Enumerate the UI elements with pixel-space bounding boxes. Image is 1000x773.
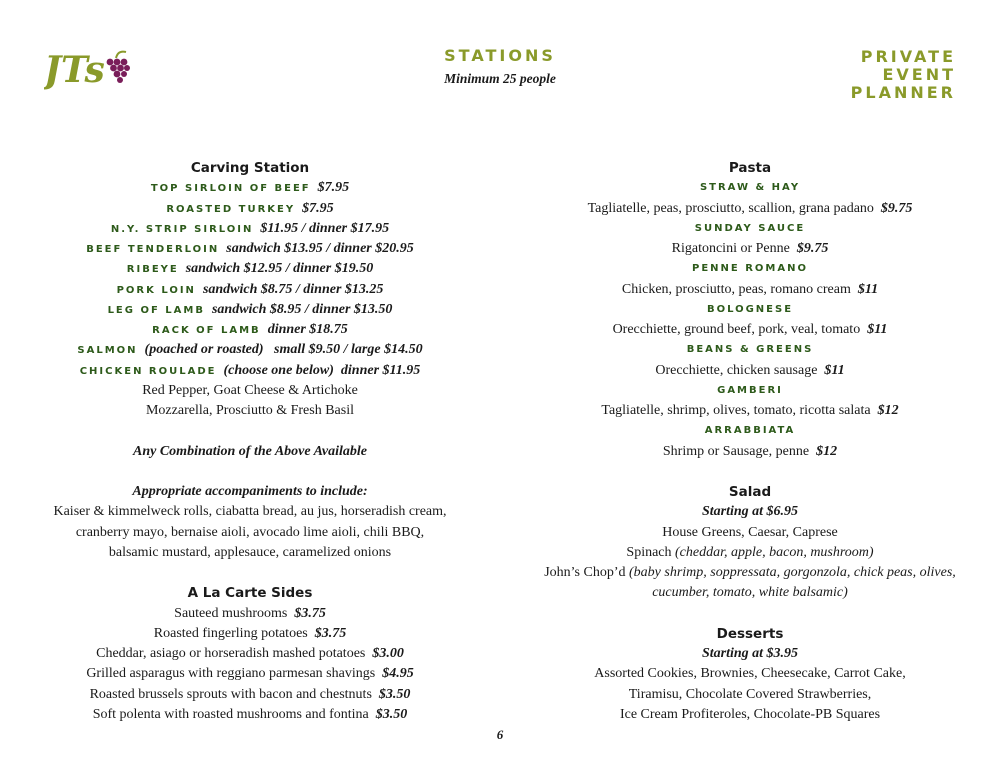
pasta-desc-text: Orecchiette, ground beef, pork, veal, tomato: [612, 322, 861, 337]
pasta-label: SUNDAY SAUCE: [694, 222, 806, 234]
jts-logo: [44, 44, 132, 92]
side-name: Sauteed mushrooms: [174, 605, 288, 621]
side-price: $3.75: [294, 605, 326, 621]
pasta-price: $11: [867, 322, 888, 337]
pasta-desc: [530, 442, 970, 462]
item-label: ROASTED TURKEY: [166, 203, 296, 215]
side-item: [30, 664, 470, 684]
section-title-carving: Carving Station: [190, 160, 310, 176]
item-label: CHICKEN ROULADE: [79, 365, 217, 377]
salad-chopd: John’s Chop’d: [544, 565, 626, 580]
item-price: (poached or roasted) small $9.50 / large $14.50: [144, 342, 423, 358]
private-event-planner: [851, 48, 956, 102]
planner-line: EVENT: [882, 65, 956, 84]
left-column: [30, 158, 470, 725]
item-price: sandwich $13.95 / dinner $20.95: [226, 241, 414, 256]
side-item: [30, 604, 470, 624]
side-item: [30, 705, 470, 725]
accompaniments-line: cranberry mayo, bernaise aioli, avocado lime aioli, chili BBQ,: [75, 524, 425, 540]
page-number: 6: [496, 727, 504, 742]
roulade-option: Red Pepper, Goat Cheese & Artichoke: [142, 382, 358, 398]
pasta-desc: [530, 239, 970, 259]
menu-item: [30, 199, 470, 219]
desserts-line: Assorted Cookies, Brownies, Cheesecake, Carrot Cake,: [594, 666, 906, 682]
side-price: $4.95: [382, 666, 414, 682]
side-item: [30, 624, 470, 644]
pasta-desc-text: Shrimp or Sausage, penne: [662, 443, 810, 459]
side-name: Roasted brussels sprouts with bacon and chestnuts: [89, 686, 372, 702]
planner-line: PRIVATE: [860, 47, 956, 66]
pasta-desc-text: Chicken, prosciutto, peas, romano cream: [621, 281, 851, 297]
menu-item: [30, 340, 470, 360]
pasta-price: $9.75: [880, 200, 913, 216]
side-name: Grilled asparagus with reggiano parmesan shavings: [86, 666, 376, 682]
item-label: LEG OF LAMB: [107, 304, 205, 316]
pasta-label: BEANS & GREENS: [686, 344, 814, 356]
menu-item: [30, 239, 470, 259]
salad-spinach-note: (cheddar, apple, bacon, mushroom): [675, 544, 874, 560]
page-header: [400, 46, 600, 87]
menu-item: [30, 219, 470, 239]
salad-spinach: Spinach: [626, 544, 672, 560]
item-price: sandwich $8.95 / dinner $13.50: [211, 301, 393, 317]
salad-chopd-note: (baby shrimp, soppressata, gorgonzola, chick peas, olives,: [629, 565, 956, 580]
pasta-label: BOLOGNESE: [706, 303, 794, 315]
side-name: Roasted fingerling potatoes: [153, 625, 308, 641]
item-label: PORK LOIN: [116, 284, 196, 296]
side-price: $3.75: [314, 625, 347, 641]
accompaniments-title: Appropriate accompaniments to include:: [132, 484, 368, 499]
item-label: SALMON: [77, 345, 138, 357]
section-title-pasta: Pasta: [728, 160, 772, 176]
side-item: [30, 685, 470, 705]
accompaniments-line: Kaiser & kimmelweck rolls, ciabatta bread, au jus, horseradish cream,: [53, 504, 447, 520]
grape-icon: [107, 59, 130, 83]
item-label: RACK OF LAMB: [152, 325, 261, 336]
item-label: BEEF TENDERLOIN: [86, 244, 220, 255]
item-price: (choose one below) dinner $11.95: [223, 362, 421, 378]
desserts-start-price: Starting at $3.95: [701, 646, 799, 661]
item-label: RIBEYE: [126, 264, 179, 276]
pasta-desc: [530, 199, 970, 219]
pasta-desc: [530, 401, 970, 421]
item-price: sandwich $12.95 / dinner $19.50: [185, 261, 374, 277]
salad-line: [530, 543, 970, 563]
menu-item: [30, 259, 470, 279]
item-price: dinner $18.75: [267, 322, 348, 337]
pasta-desc: [530, 280, 970, 300]
section-title-desserts: Desserts: [716, 625, 784, 642]
item-price: $11.95 / dinner $17.95: [260, 220, 390, 236]
accompaniments-line: balsamic mustard, applesauce, caramelized onions: [108, 544, 392, 560]
menu-item: [30, 300, 470, 320]
combination-note: Any Combination of the Above Available: [133, 443, 367, 459]
item-price: sandwich $8.75 / dinner $13.25: [202, 281, 384, 297]
right-column: [530, 158, 970, 725]
pasta-price: $12: [877, 403, 899, 418]
pasta-desc: [530, 320, 970, 340]
pasta-desc: [530, 361, 970, 381]
page-title: STATIONS: [444, 46, 556, 65]
pasta-desc-text: Tagliatelle, shrimp, olives, tomato, ricotta salata: [601, 403, 871, 418]
desserts-line: Tiramisu, Chocolate Covered Strawberries,: [628, 686, 872, 702]
salad-start-price: Starting at $6.95: [701, 504, 799, 520]
side-price: $3.00: [372, 646, 404, 661]
item-price: $7.95: [302, 200, 334, 216]
item-price: $7.95: [317, 180, 350, 196]
side-price: $3.50: [375, 706, 408, 722]
pasta-label: GAMBERI: [717, 384, 783, 396]
salad-line: [530, 563, 970, 583]
pasta-desc-text: Orecchiette, chicken sausage: [655, 362, 818, 378]
pasta-price: $11: [857, 281, 879, 297]
pasta-label: ARRABBIATA: [704, 425, 796, 437]
pasta-label: PENNE ROMANO: [692, 263, 808, 275]
section-title-sides: A La Carte Sides: [187, 585, 313, 602]
menu-item: [30, 280, 470, 300]
side-price: $3.50: [378, 686, 411, 702]
desserts-line: Ice Cream Profiteroles, Chocolate-PB Squares: [619, 706, 881, 722]
pasta-price: $11: [824, 362, 845, 378]
side-item: [30, 644, 470, 664]
page-subtitle: Minimum 25 people: [444, 71, 556, 86]
item-label: N.Y. STRIP SIRLOIN: [110, 223, 254, 235]
pasta-label: STRAW & HAY: [699, 182, 801, 194]
side-name: Soft polenta with roasted mushrooms and fontina: [92, 706, 369, 722]
side-name: Cheddar, asiago or horseradish mashed potatoes: [96, 646, 366, 661]
roulade-option: Mozzarella, Prosciutto & Fresh Basil: [145, 403, 355, 418]
salad-line: cucumber, tomato, white balsamic): [652, 585, 848, 601]
pasta-desc-text: Tagliatelle, peas, prosciutto, scallion, grana padano: [587, 200, 874, 216]
planner-line: PLANNER: [850, 83, 956, 102]
pasta-desc-text: Rigatoncini or Penne: [671, 241, 790, 256]
logo-text: JTs: [44, 49, 105, 91]
menu-item: [30, 361, 470, 381]
menu-item: [30, 178, 470, 198]
pasta-price: $12: [816, 443, 838, 459]
salad-line: House Greens, Caesar, Caprese: [662, 524, 838, 540]
pasta-price: $9.75: [796, 241, 829, 256]
section-title-salad: Salad: [728, 484, 772, 500]
menu-item: [30, 320, 470, 340]
item-label: TOP SIRLOIN OF BEEF: [150, 183, 311, 195]
